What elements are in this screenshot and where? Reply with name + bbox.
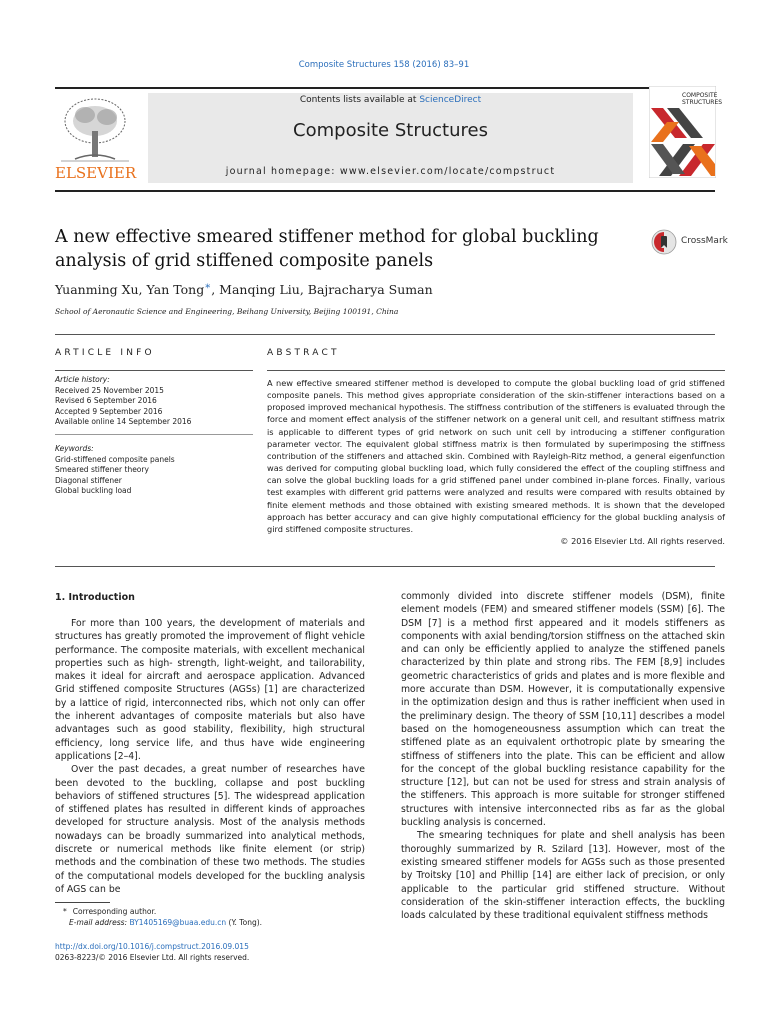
journal-name[interactable]: Composite Structures: [293, 120, 488, 141]
footnote: [55, 906, 375, 928]
paragraph: The smearing techniques for plate and shell analysis has been thoroughly summarized by R. Szilard [13]. However, most of the existing smeared stiffener models for AGSs such as those presented by Troitsky [10] and Phillip [14] are either lack of precision, or only applicable to the particular grid stiffened structure. Without consideration of the skin-stiffener interaction effects, the buckling loads calculated by these traditional equivalent stiffness methods: [401, 830, 725, 922]
keyword-item: Diagonal stiffener: [55, 475, 122, 485]
footnote-corresponding: [55, 906, 375, 917]
cover-title-line-2: STRUCTURES: [682, 99, 723, 106]
history-revised: Revised 6 September 2016: [55, 396, 157, 405]
crossmark-label: CrossMark: [681, 236, 728, 246]
authors-part-2: , Manqing Liu, Bajracharya Suman: [211, 282, 433, 297]
footnote-rule: [55, 902, 110, 903]
contents-prefix: Contents lists available at: [299, 95, 420, 105]
authors-part-1: Yuanming Xu, Yan Tong: [55, 282, 205, 297]
header-bottom-rule: [55, 190, 715, 192]
journal-homepage[interactable]: journal homepage: www.elsevier.com/locate/compstruct: [225, 166, 556, 177]
authors-line: [55, 282, 433, 297]
footnote-mark: *: [63, 907, 67, 916]
keyword-item: Global buckling load: [55, 486, 132, 495]
body-right-column: [401, 590, 725, 922]
email-link[interactable]: BY1405169@buaa.edu.cn: [129, 918, 227, 927]
paragraph: commonly divided into discrete stiffener models (DSM), finite element models (FEM) and smeared stiffener models (SSM) [6]. The DSM [7] is a method first appeared and it models stiffeners as components with axial bending/torsion stiffness on the attached skin and can only be efficiently applied to analyze the stiffened panels characterized by thin plate and strong ribs. The FEM [8,9] includes geometric characteristics of grids and plates and is more flexible and more accurate than DSM. However, it is computationally expensive in the optimization design and thus is rather inefficient when used in the preliminary design. The theory of SSM [10,11] describes a model based on the homogeneousness assumption which can treat the stiffened plate as an equivalent orthotropic plate by smearing the stiffness of stiffeners into the plate. This can be efficient and allow for the concept of the global buckling resistance capability for the structure [12], but can not be used for stress and strain analysis of the stiffeners. This approach is more suitable for stronger stiffened structures with intensive interconnected ribs as far as the global buckling analysis is concerned.: [401, 591, 725, 829]
paragraph: For more than 100 years, the development of materials and structures has greatly promoted the improvement of flight vehicle performance. The composite materials, with excellent mechanical properties such as high- strength, light-weight, and tailorability, makes it ideal for aircraft and aerospace application. Advanced Grid stiffened composite Structures (AGSs) [1] are characterized by a lattice of rigid, interconnected ribs, which not only can offer the inherent advantages of composite materials but also have advantages such as good stability, flexibility, high structural efficiency, long service life, and thus have wide engineering applications [2–4].: [55, 618, 365, 762]
keywords-rule: [55, 434, 253, 435]
article-info-rule: [55, 370, 253, 371]
cover-title: [682, 92, 722, 106]
corresponding-label: Corresponding author.: [72, 907, 157, 916]
section-heading-introduction: 1. Introduction: [55, 592, 135, 603]
crossmark-button[interactable]: [651, 229, 731, 259]
elsevier-logo[interactable]: [55, 93, 135, 183]
doi-block: [55, 941, 375, 963]
article-title: A new effective smeared stiffener method for global buckling analysis of grid stiffened composite panels: [55, 227, 599, 271]
keyword-item: Smeared stiffener theory: [55, 465, 149, 474]
article-info-heading: ARTICLE INFO: [55, 348, 155, 358]
history-received: Received 25 November 2015: [55, 385, 164, 395]
article-history: [55, 375, 253, 428]
history-label: Article history:: [55, 375, 110, 384]
keywords-block: [55, 444, 253, 497]
affiliation: School of Aeronautic Science and Engineering, Beihang University, Beijing 100191, China: [55, 307, 399, 316]
abstract-heading: ABSTRACT: [267, 348, 340, 358]
section-bottom-rule: [55, 566, 715, 567]
elsevier-wordmark: ELSEVIER: [55, 164, 137, 182]
crossmark-icon: [651, 229, 677, 255]
sciencedirect-link[interactable]: ScienceDirect: [419, 95, 482, 105]
keyword-item: Grid-stiffened composite panels: [55, 454, 175, 464]
email-suffix: (Y. Tong).: [226, 918, 263, 927]
body-left-column: [55, 617, 365, 896]
footnote-email-line: [55, 917, 375, 928]
email-label: E-mail address:: [69, 918, 130, 927]
paragraph: Over the past decades, a great number of researches have been devoted to the buckling, collapse and post buckling behaviors of stiffened structures [5]. The widespread application of stiffened plates has resulted in different kinds of approaches developed for structure analysis. Most of the analysis methods nowadays can be broadly summarized into analytical methods, discrete or numerical methods like finite element (or strip) methods and the combination of these two methods. The studies of the computational models developed for the buckling analysis of AGS can be: [55, 764, 365, 895]
corresponding-author-link[interactable]: *: [205, 283, 211, 294]
abstract-copyright: © 2016 Elsevier Ltd. All rights reserved.: [560, 536, 725, 547]
contents-line: [148, 95, 633, 105]
section-top-rule: [55, 334, 715, 335]
history-online: Available online 14 September 2016: [55, 417, 192, 426]
header-top-rule: [55, 87, 715, 89]
abstract-body: [267, 377, 725, 547]
doi-link[interactable]: http://dx.doi.org/10.1016/j.compstruct.2016.09.015: [55, 942, 249, 951]
cover-title-line-1: COMPOSITE: [682, 92, 718, 99]
history-accepted: Accepted 9 September 2016: [55, 406, 163, 416]
keywords-label: Keywords:: [55, 444, 94, 453]
abstract-text: A new effective smeared stiffener method is developed to compute the global buckling load of grid stiffened composite panels. This method gives appropriate consideration of the skin-stiffener interactions based on a proposed improved mechanical hypothesis. The stiffness contribution of the stiffeners is evaluated through the force and moment effect analysis of the stiffener network on a general unit cell, and resultant stiffness matrix is applicable to different types of grid network on such unit cell by introducing a stiffener configuration parameter vector. The equivalent global stiffness matrix is then formulated by superimposing the stiffness contribution of the stiffeners and attached skin. Combined with Rayleigh-Ritz method, a general eigenfunction was derived for computing global buckling load, which fully considered the effect of the coupling stiffness and can solve the global buckling loads for a grid stiffened panel under combined in-plane forces. Finally, various test examples with different grid patterns were analyzed and results were compared with results obtained by finite element methods and those obtained with existing smeared methods. It is shown that the developed approach has better accuracy and can give highly computational efficiency for the global buckling analysis of gird stiffened composite structures.: [267, 378, 725, 534]
issn-line: 0263-8223/© 2016 Elsevier Ltd. All rights reserved.: [55, 953, 250, 962]
journal-cover[interactable]: [649, 86, 723, 178]
abstract-rule: [267, 370, 725, 371]
journal-citation[interactable]: Composite Structures 158 (2016) 83–91: [298, 60, 470, 70]
